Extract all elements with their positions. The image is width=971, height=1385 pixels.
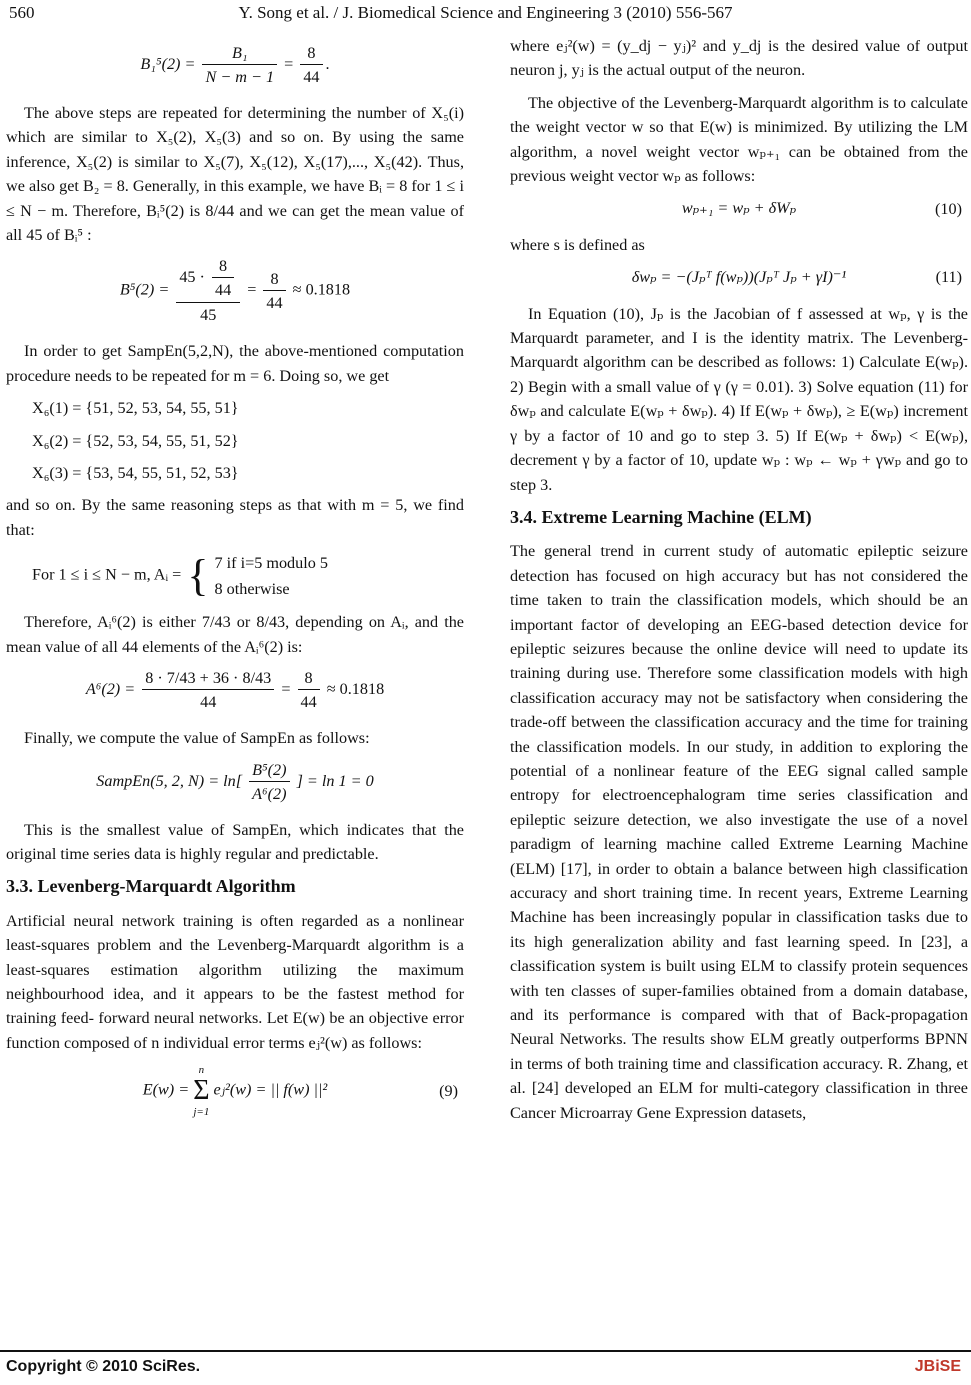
equation-b5-mean: B⁵(2) = 45 · $\frac{8}{44}$ 45 = $\frac{8}{44}$ ≈ 0.1818 — [6, 255, 464, 327]
journal-abbrev: JBiSE — [914, 1358, 961, 1375]
paragraph: The general trend in current study of automatic epileptic seizure detection has focused on high accuracy but has not considered the time taken to train the classification models, which should be an important factor of developing an EEG-based detection device for epileptic seizures because the online device will need to update its training during use. Therefore some classification models with high classification accuracy may not be satisfactory when considering the trade-off between the classification accuracy and the time for training the classification models. In our study, in addition to exploring the potential of a nonlinear feature of the EEG signal called sample entropy for electroencephalogram time series classification and epileptic seizure detection, we also investigate the use of a novel paradigm of learning machine called Extreme Learning Machine (ELM) [17], in order to obtain a balance between high classification accuracy and short training time. In recent years, Extreme Learning Machine has been increasingly popular in classification tasks due to its high generalization ability and fast learning speed. In [23], a classification system is built using ELM to classify protein sequences with ten classes of super-families obtained from a domain database, and its performance is compared with that of Back-propagation Neural Networks. The results show ELM greatly outperforms BPNN in terms of both training time and classification accuracy. R. Zhang, et al. [24] developed an ELM for multi-category classification in three Cancer Microarray Gene Expression datasets, — [510, 542, 968, 1122]
eq-lhs: B₁⁵(2) = — [140, 55, 196, 74]
page-header — [0, 3, 971, 25]
set-x6-1: X₆(1) = {51, 52, 53, 54, 55, 51} — [32, 399, 239, 418]
equals: = — [284, 55, 294, 74]
eq-lhs: B⁵(2) = — [119, 281, 170, 300]
equation-number: (10) — [935, 199, 962, 218]
equation-11: δwₚ = −(Jₚᵀ f(wₚ))(Jₚᵀ Jₚ + γI)⁻¹ (11) — [510, 265, 968, 289]
set-x6-3: X₆(3) = {53, 54, 55, 51, 52, 53} — [32, 464, 239, 483]
paragraph: and so on. By the same reasoning steps as that with m = 5, we find that: — [6, 496, 464, 539]
page-number: 560 — [9, 3, 35, 22]
fraction: $\frac{8}{44}$ — [300, 42, 322, 89]
equation-9: E(w) = n Σ j=1 eⱼ²(w) = || f(w) ||² (9) — [142, 1064, 458, 1119]
paragraph: The objective of the Levenberg-Marquardt algorithm is to calculate the weight vector w so that E(w) is minimized. By utilizing the LM algorithm, a novel weight vector wₚ₊₁ can be obtained from the previous weight vector wₚ as follows: — [510, 93, 968, 186]
fraction: 45 · $\frac{8}{44}$ 45 — [176, 255, 240, 327]
paragraph: Therefore, Aᵢ⁶(2) is either 7/43 or 8/43, depending on Aᵢ, and the mean value of all 44 elements of the Aᵢ⁶(2) is: — [6, 613, 464, 656]
paragraph: This is the smallest value of SampEn, which indicates that the original time series data is highly regular and predictable. — [6, 820, 464, 863]
set-x6-2: X₆(2) = {52, 53, 54, 55, 51, 52} — [32, 431, 239, 450]
paragraph: Artificial neural network training is often regarded as a nonlinear least-squares problem and the Levenberg-Marquardt algorithm is a least-squares estimation algorithm utilizing the maximum neighbourhood idea, and it appears to be the fastest method for training feed- forward neural networks. Let E(w) be an objective error function composed of n individual error terms eⱼ²(w) as follows: — [6, 911, 464, 1052]
fraction: $\frac{\text{B⁵(2)}}{\text{A⁶(2)}}$ — [249, 759, 289, 806]
paragraph: In Equation (10), Jₚ is the Jacobian of f assessed at wₚ, γ is the Marquardt parameter, and I is the identity matrix. The Levenberg-Marquardt algorithm can be described as follows: 1) Calculate E(wₚ). 2) Begin with a small value of γ (γ = 0.01). 3) Solve equation (11) for δwₚ and calculate E(wₚ + δwₚ). 4) If E(wₚ + δwₚ), ≥ E(wₚ) increment γ by a factor of 10 and go to step 3. 5) If E(wₚ + δwₚ) < E(wₚ), decrement γ by a factor of 10, update wₚ : wₚ ← wₚ + γwₚ and go to step 3. — [510, 304, 968, 494]
paragraph: The above steps are repeated for determining the number of X₅(i) which are similar to X₅(2), X₅(3) and so on. By using the same inference, X₅(2) is similar to X₅(7), X₅(12), X₅(17),..., X₅(42). Thus, we also get B₂ = 8. Generally, in this example, we have Bᵢ = 8 for 1 ≤ i ≤ N − m. Therefore, Bᵢ⁵(2) is 8/44 and we can get the mean value of all 45 of Bᵢ⁵ : — [6, 104, 464, 245]
equation-a6-mean: A⁶(2) = $\frac{8 \cdot 7/43 + 36 \cdot 8/43}{44}$ = $\frac{8}{44}$ ≈ 0.1818 — [6, 667, 464, 714]
copyright: Copyright © 2010 SciRes. — [6, 1358, 201, 1375]
paragraph: Finally, we compute the value of SampEn as follows: — [24, 729, 370, 748]
fraction: $\frac{8}{44}$ — [263, 268, 285, 315]
equation-10: wₚ₊₁ = wₚ + δWₚ (10) — [510, 196, 968, 220]
section-heading-3-3: 3.3. Levenberg-Marquardt Algorithm — [6, 876, 296, 897]
equation-number: (11) — [935, 268, 962, 287]
footer-rule — [0, 1350, 971, 1352]
piecewise-definition: For 1 ≤ i ≤ N − m, Aᵢ = { 7 if i=5 modulo 5 8 otherwise — [32, 551, 328, 601]
page-footer — [0, 1350, 971, 1380]
fraction: $\frac{8}{44}$ — [298, 667, 320, 714]
fraction: $\frac{\text{B₁}}{N - m - 1}$ — [202, 42, 277, 89]
equation-number: (9) — [439, 1081, 458, 1100]
paragraph: where eⱼ²(w) = (y_dj − yⱼ)² and y_dj is the desired value of output neuron j, yⱼ is the actual output of the neuron. — [510, 37, 968, 80]
equation-b1: B₁⁵(2) = $\frac{\text{B₁}}{N - m - 1}$ = $\frac{8}{44}$ . — [6, 42, 464, 89]
fraction: $\frac{8 \cdot 7/43 + 36 \cdot 8/43}{44}$ — [142, 667, 274, 714]
running-title: Y. Song et al. / J. Biomedical Science and Engineering 3 (2010) 556-567 — [238, 3, 733, 22]
right-column — [510, 34, 968, 1133]
section-heading-3-4: 3.4. Extreme Learning Machine (ELM) — [510, 506, 812, 527]
paragraph: In order to get SampEn(5,2,N), the above-mentioned computation procedure needs to be repeated for m = 6. Doing so, we get — [6, 342, 464, 385]
equation-sampen: SampEn(5, 2, N) = ln[ $\frac{\text{B⁵(2)}}{\text{A⁶(2)}}$ ] = ln 1 = 0 — [6, 759, 464, 806]
left-column — [6, 34, 464, 1131]
paragraph: where s is defined as — [510, 235, 645, 254]
